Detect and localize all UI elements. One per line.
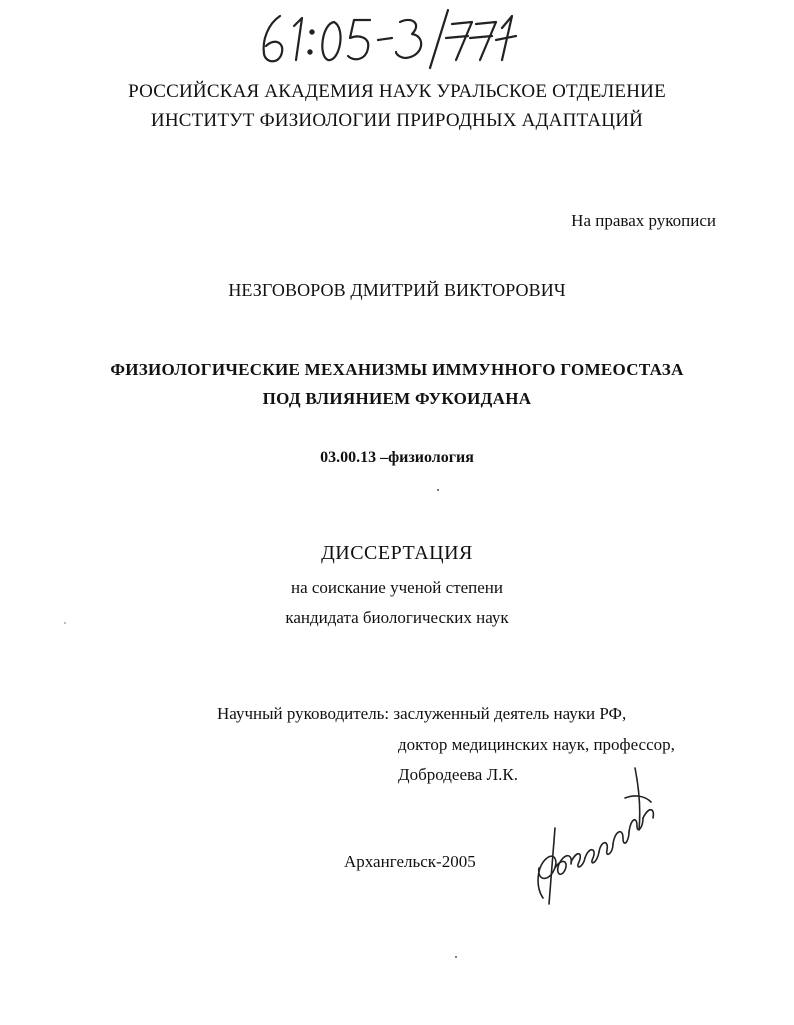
specialty-code: 03.00.13 –физиология — [320, 449, 474, 466]
degree-line-1: на соискание ученой степени — [290, 578, 504, 597]
institute-name: ИНСТИТУТ ФИЗИОЛОГИИ ПРИРОДНЫХ АДАПТАЦИЙ — [150, 110, 644, 131]
degree-line-2: кандидата биологических наук — [285, 608, 509, 627]
scan-speck — [437, 489, 439, 491]
scan-speck — [64, 622, 66, 624]
supervisor-line-2: доктор медицинских наук, профессор, — [398, 735, 675, 754]
manuscript-rights-note: На правах рукописи — [571, 211, 716, 230]
city-year: Архангельск-2005 — [344, 852, 476, 871]
academy-name: РОССИЙСКАЯ АКАДЕМИЯ НАУК УРАЛЬСКОЕ ОТДЕЛЕНИЕ — [128, 81, 666, 102]
author-name: НЕЗГОВОРОВ ДМИТРИЙ ВИКТОРОВИЧ — [228, 280, 566, 300]
document-type: ДИССЕРТАЦИЯ — [321, 542, 473, 564]
author-signature — [525, 758, 665, 908]
supervisor-name: Добродеева Л.К. — [398, 765, 518, 784]
handwritten-call-number — [250, 2, 550, 72]
supervisor-line-1: Научный руководитель: заслуженный деятель науки РФ, — [217, 704, 627, 723]
dissertation-title-line-2: ПОД ВЛИЯНИЕМ ФУКОИДАНА — [262, 389, 532, 408]
dissertation-title-line-1: ФИЗИОЛОГИЧЕСКИЕ МЕХАНИЗМЫ ИММУННОГО ГОМЕОСТАЗА — [110, 360, 684, 379]
scan-speck — [455, 956, 457, 958]
